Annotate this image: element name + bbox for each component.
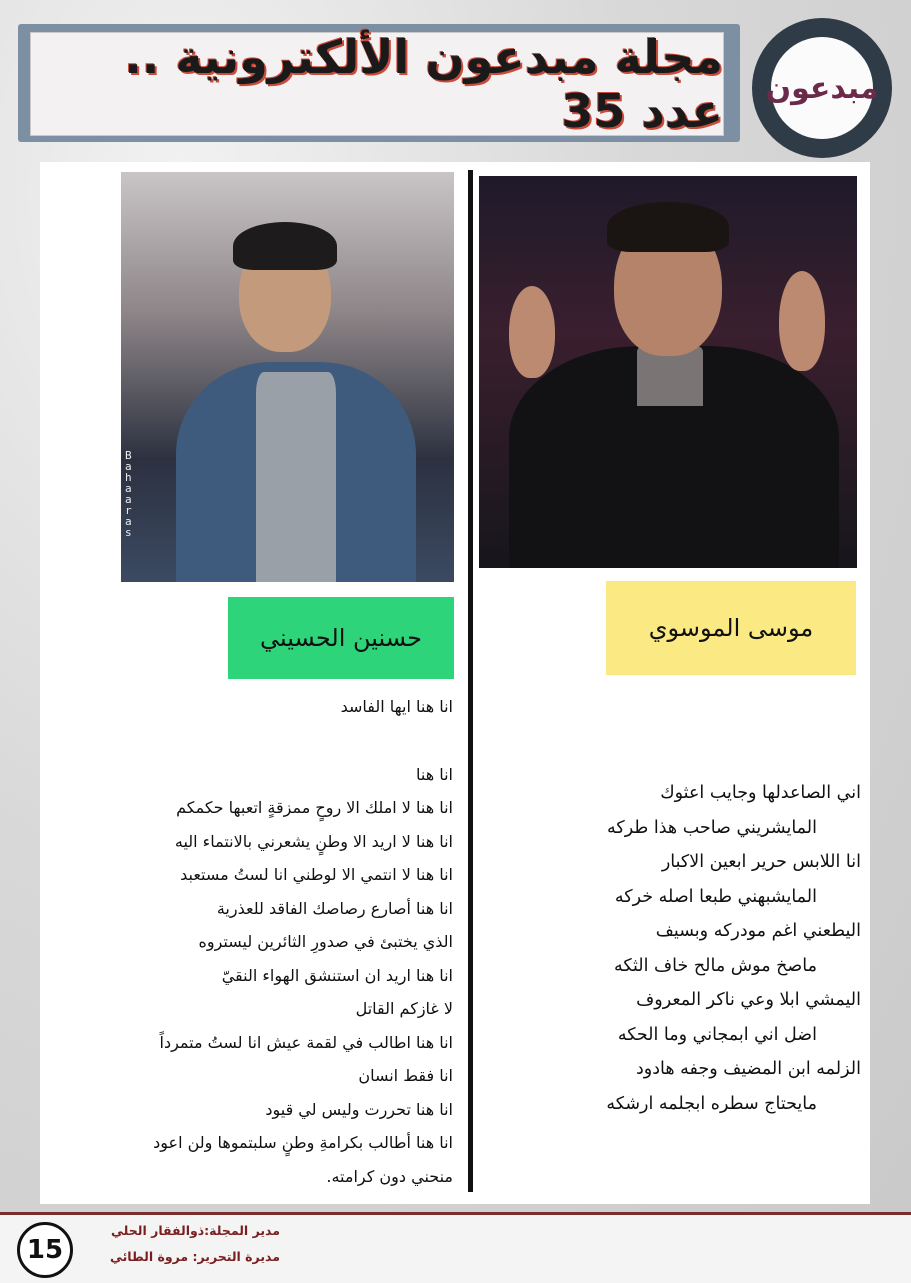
left-poet-name: حسنين الحسيني xyxy=(228,597,454,679)
left-poem xyxy=(53,690,453,1193)
poem-line: اني الصاعدلها وجايب اعثوك xyxy=(660,783,861,803)
poem-line: مايحتاج سطره ابجلمه ارشكه xyxy=(606,1093,817,1114)
poem-line: اضل اني ابمجاني وما الحكه xyxy=(617,1024,817,1045)
poem-line: انا هنا لا اريد الا وطنٍ يشعرني بالانتماء اليه xyxy=(174,831,453,851)
poem-line: الزلمه ابن المضيف وجفه هادود xyxy=(636,1059,861,1079)
poem-line: لا غازكم القاتل xyxy=(355,999,453,1018)
magazine-logo xyxy=(752,18,892,158)
poem-line: اليمشي ابلا وعي ناكر المعروف xyxy=(636,990,861,1010)
header-title-box xyxy=(30,32,724,136)
editor-credit: مدير المجلة:ذوالفقار الحلي xyxy=(111,1223,280,1238)
poem-line: الذي يختبئ في صدورِ الثائرين ليستروه xyxy=(198,932,453,951)
photo-watermark: Bahaaras xyxy=(125,449,132,539)
poem-line: انا هنا أصارع رصاصك الفاقد للعذرية xyxy=(216,898,453,918)
left-poet-photo xyxy=(121,172,454,582)
left-poet-figure-sweater xyxy=(256,372,336,582)
poem-line: انا هنا xyxy=(416,764,453,784)
right-poet-name: موسى الموسوي xyxy=(606,581,856,675)
poem-line: انا فقط انسان xyxy=(358,1066,453,1085)
poem-line: انا هنا تحررت وليس لي قيود xyxy=(265,1099,453,1119)
poem-line: انا هنا ايها الفاسد xyxy=(340,697,453,716)
chief-editor-credit: مديرة التحرير: مروة الطائي xyxy=(109,1249,280,1264)
poem-line: انا اللابس حرير ابعين الاكبار xyxy=(661,852,861,872)
poem-line: انا هنا أطالب بكرامةِ وطنٍ سلبتموها ولن اعود xyxy=(153,1133,453,1152)
magazine-header xyxy=(18,24,740,142)
poem-line: انا هنا اريد ان استنشق الهواء النقيّ xyxy=(221,965,453,985)
stanza-gap xyxy=(53,724,453,758)
right-poet-figure-hair xyxy=(607,202,729,252)
poem-line: المايشبهني طبعا اصله خركه xyxy=(614,886,817,907)
right-poet-photo xyxy=(479,176,857,568)
right-poet-figure-hand-left xyxy=(509,286,555,378)
footer-credits xyxy=(90,1218,280,1270)
page-number: 15 xyxy=(17,1222,73,1278)
poem-line: ماصخ موش مالح خاف الثكه xyxy=(613,955,817,976)
left-poet-figure-hair xyxy=(233,222,337,270)
poem-line: انا هنا لا املك الا روحٍ ممزقةٍ اتعبها حكمكم xyxy=(176,798,453,817)
poem-line: انا هنا لا انتمي الا لوطني انا لستُ مستعبد xyxy=(180,865,453,884)
poem-line: اليطعني اغم مودركه وبسيف xyxy=(655,921,861,941)
magazine-title: مجلة مبدعون الألكترونية .. عدد 35 xyxy=(124,30,723,138)
poem-line: المايشريني صاحب هذا طركه xyxy=(607,817,817,838)
right-poet-figure-hand-right xyxy=(779,271,825,371)
logo-text: مبدعون xyxy=(771,37,873,139)
poem-line: منحني دون كرامته. xyxy=(326,1166,453,1186)
poem-line: انا هنا اطالب في لقمة عيش انا لستُ متمرداً xyxy=(159,1032,453,1052)
right-poem xyxy=(471,776,861,1121)
